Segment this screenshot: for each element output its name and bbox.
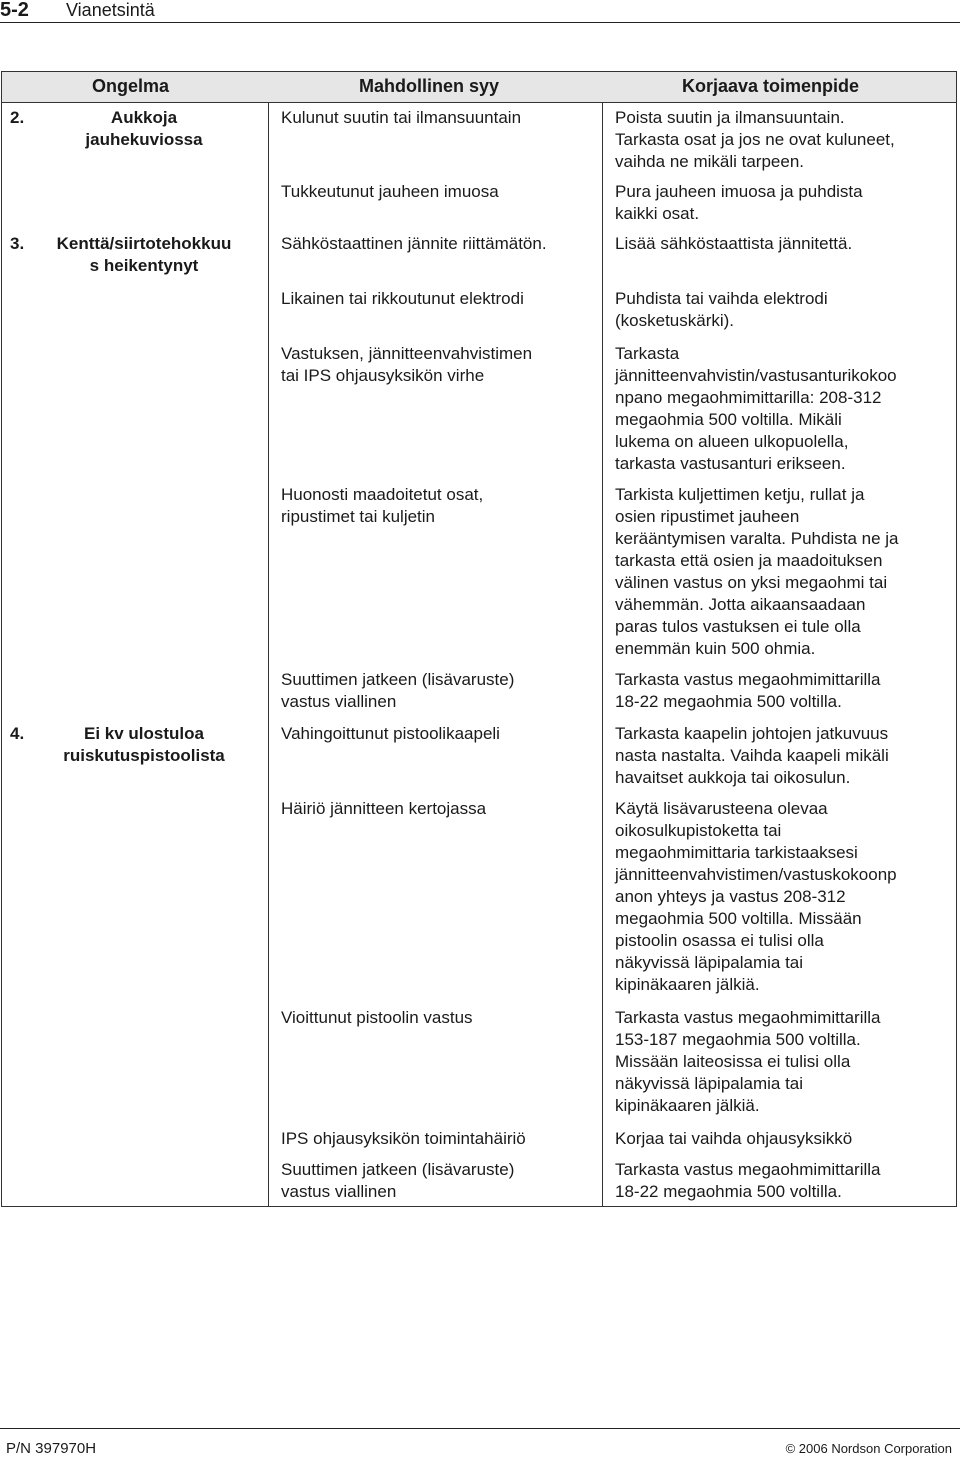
action-text: Tarkasta vastus megaohmimittarilla	[615, 670, 881, 689]
action-text: vähemmän. Jotta aikaansaadaan	[615, 595, 866, 614]
problem-label: s heikentynyt	[89, 256, 199, 275]
problem-label: Ei kv ulostuloa	[84, 724, 204, 743]
action-text: oikosulkupistoketta tai	[615, 821, 782, 840]
action-text: Tarkasta vastus megaohmimittarilla	[615, 1008, 881, 1027]
cause-text: Huonosti maadoitetut osat,	[281, 485, 484, 504]
problem-number: 3.	[10, 234, 25, 253]
action-text: Lisää sähköstaattista jännitettä.	[615, 234, 853, 253]
action-text: enemmän kuin 500 ohmia.	[615, 639, 816, 658]
cause-text: Tukkeutunut jauheen imuosa	[281, 182, 499, 201]
problem-number: 2.	[10, 108, 25, 127]
problem-label: Kenttä/siirtotehokkuu	[56, 234, 232, 253]
action-text: näkyvissä läpipalamia tai	[615, 1074, 804, 1093]
action-text: nasta nastalta. Vaihda kaapeli mikäli	[615, 746, 889, 765]
problem-number: 4.	[10, 724, 25, 743]
cause-text: Suuttimen jatkeen (lisävaruste)	[281, 1160, 515, 1179]
action-text: (kosketuskärki).	[615, 311, 735, 330]
action-text: lukema on alueen ulkopuolella,	[615, 432, 849, 451]
cause-text: IPS ohjausyksikön toimintahäiriö	[281, 1129, 526, 1148]
action-text: Tarkasta	[615, 344, 680, 363]
action-text: näkyvissä läpipalamia tai	[615, 953, 804, 972]
cause-text: ripustimet tai kuljetin	[281, 507, 436, 526]
action-text: megaohmia 500 voltilla. Mikäli	[615, 410, 842, 429]
action-text: Tarkasta kaapelin johtojen jatkuvuus	[615, 724, 889, 743]
action-text: Korjaa tai vaihda ohjausyksikkö	[615, 1129, 853, 1148]
problem-label: Aukkoja	[110, 108, 178, 127]
problem-label: ruiskutuspistoolista	[63, 746, 225, 765]
part-number: P/N 397970H	[6, 1440, 97, 1457]
action-text: Käytä lisävarusteena olevaa	[615, 799, 828, 818]
column-divider	[602, 102, 603, 1206]
action-text: kipinäkaaren jälkiä.	[615, 975, 760, 994]
page-header	[0, 0, 960, 22]
cause-text: Vioittunut pistoolin vastus	[281, 1008, 473, 1027]
table-header-row	[2, 72, 956, 103]
action-text: osien ripustimet jauheen	[615, 507, 800, 526]
action-text: kipinäkaaren jälkiä.	[615, 1096, 760, 1115]
action-text: kaikki osat.	[615, 204, 700, 223]
cause-text: Sähköstaattinen jännite riittämätön.	[281, 234, 547, 253]
action-text: jännitteenvahvistimen/vastuskokoonp	[615, 865, 897, 884]
column-header-problem: Ongelma	[92, 76, 170, 96]
action-text: megaohmimittaria tarkistaaksesi	[615, 843, 858, 862]
action-text: jännitteenvahvistin/vastusanturikokoo	[615, 366, 897, 385]
cause-text: Likainen tai rikkoutunut elektrodi	[281, 289, 524, 308]
cause-text: vastus viallinen	[281, 1182, 397, 1201]
page-number: 5-2	[0, 0, 29, 21]
column-header-cause: Mahdollinen syy	[359, 76, 500, 96]
action-text: 18-22 megaohmia 500 voltilla.	[615, 1182, 842, 1201]
action-text: npano megaohmimittarilla: 208-312	[615, 388, 882, 407]
header-divider	[0, 22, 960, 23]
action-text: megaohmia 500 voltilla. Missään	[615, 909, 862, 928]
cause-text: Suuttimen jatkeen (lisävaruste)	[281, 670, 515, 689]
cause-text: tai IPS ohjausyksikön virhe	[281, 366, 485, 385]
action-text: Tarkasta osat ja jos ne ovat kuluneet,	[615, 130, 895, 149]
action-text: välinen vastus on yksi megaohmi tai	[615, 573, 888, 592]
action-text: Tarkasta vastus megaohmimittarilla	[615, 1160, 881, 1179]
action-text: Poista suutin ja ilmansuuntain.	[615, 108, 845, 127]
action-text: 18-22 megaohmia 500 voltilla.	[615, 692, 842, 711]
footer-divider	[0, 1428, 960, 1429]
section-title: Vianetsintä	[66, 0, 155, 20]
troubleshooting-table	[1, 71, 957, 1207]
action-text: Pura jauheen imuosa ja puhdista	[615, 182, 863, 201]
column-header-action: Korjaava toimenpide	[682, 76, 860, 96]
cause-text: Vahingoittunut pistoolikaapeli	[281, 724, 500, 743]
action-text: paras tulos vastuksen ei tule olla	[615, 617, 861, 636]
cause-text: vastus viallinen	[281, 692, 397, 711]
action-text: Tarkista kuljettimen ketju, rullat ja	[615, 485, 865, 504]
cause-text: Kulunut suutin tai ilmansuuntain	[281, 108, 522, 127]
action-text: Missään laiteosissa ei tulisi olla	[615, 1052, 851, 1071]
cause-text: Häiriö jännitteen kertojassa	[281, 799, 487, 818]
action-text: anon yhteys ja vastus 208-312	[615, 887, 846, 906]
action-text: Puhdista tai vaihda elektrodi	[615, 289, 828, 308]
action-text: vaihda ne mikäli tarpeen.	[615, 152, 805, 171]
action-text: tarkasta vastusanturi erikseen.	[615, 454, 846, 473]
copyright: © 2006 Nordson Corporation	[785, 1441, 952, 1456]
action-text: pistoolin osassa ei tulisi olla	[615, 931, 824, 950]
problem-label: jauhekuviossa	[85, 130, 203, 149]
action-text: 153-187 megaohmia 500 voltilla.	[615, 1030, 861, 1049]
column-divider	[268, 102, 269, 1206]
action-text: kerääntymisen varalta. Puhdista ne ja	[615, 529, 899, 548]
action-text: havaitset aukkoja tai oikosulun.	[615, 768, 851, 787]
cause-text: Vastuksen, jännitteenvahvistimen	[281, 344, 533, 363]
action-text: tarkasta että osien ja maadoituksen	[615, 551, 883, 570]
